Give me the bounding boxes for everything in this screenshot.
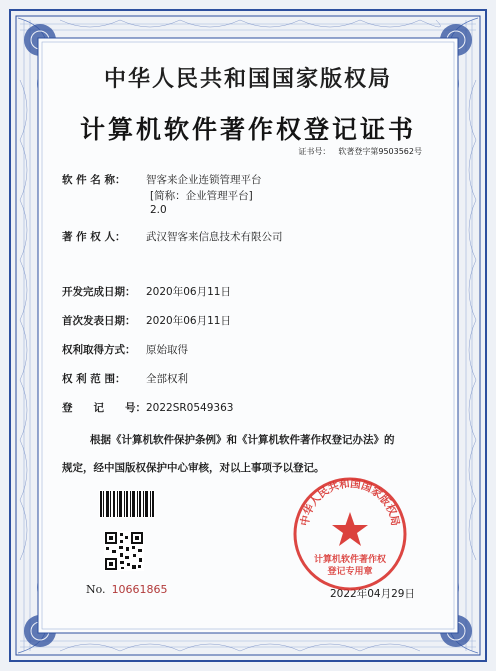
software-name-row xyxy=(62,172,262,187)
software-short-name: [简称：企业管理平台] xyxy=(150,190,253,202)
official-seal-icon xyxy=(292,476,408,592)
barcode-icon xyxy=(99,490,155,518)
publish-date-value: 2020年06月11日 xyxy=(146,315,231,327)
statement-line-2: 规定，经中国版权保护中心审核，对以上事项予以登记。 xyxy=(62,462,325,474)
software-version: 2.0 xyxy=(150,204,167,216)
software-name-label: 软 件 名 称： xyxy=(62,174,126,186)
svg-text:登记专用章: 登记专用章 xyxy=(327,567,373,577)
software-name-value: 智客来企业连锁管理平台 xyxy=(146,174,262,186)
acquire-label: 权利取得方式： xyxy=(62,344,136,356)
dev-date-label: 开发完成日期： xyxy=(62,286,136,298)
dev-date-value: 2020年06月11日 xyxy=(146,286,231,298)
serial-number-label: No. xyxy=(86,583,106,596)
publish-date-label: 首次发表日期： xyxy=(62,315,136,327)
issue-date: 2022年04月29日 xyxy=(330,588,415,600)
owner-label: 著 作 权 人： xyxy=(62,231,126,243)
serial-number xyxy=(86,583,168,596)
certificate-title: 计算机软件著作权登记证书 xyxy=(79,115,416,144)
statement-line-1: 根据《计算机软件保护条例》和《计算机软件著作权登记办法》的 xyxy=(90,434,395,446)
dev-date-row xyxy=(62,284,231,299)
issuing-authority: 中华人民共和国国家版权局 xyxy=(103,66,392,92)
owner-row xyxy=(62,229,283,244)
registration-row xyxy=(62,400,233,415)
cert-number-label: 证书号： xyxy=(298,147,331,156)
owner-value: 武汉智客来信息技术有限公司 xyxy=(146,231,283,243)
cert-number-value: 软著登字第9503562号 xyxy=(338,147,422,156)
scope-row xyxy=(62,371,188,386)
svg-text:计算机软件著作权: 计算机软件著作权 xyxy=(313,555,387,565)
serial-number-value: 10661865 xyxy=(111,583,168,596)
scope-label: 权 利 范 围： xyxy=(62,373,126,385)
qr-code-icon xyxy=(104,531,144,571)
acquire-row xyxy=(62,342,188,357)
publish-date-row xyxy=(62,313,231,328)
registration-number: 2022SR0549363 xyxy=(146,402,234,414)
acquire-value: 原始取得 xyxy=(146,344,188,356)
svg-text:中华人民共和国国家版权局: 中华人民共和国国家版权局 xyxy=(298,477,402,527)
scope-value: 全部权利 xyxy=(146,373,188,385)
registration-label: 登 记 号： xyxy=(62,402,146,414)
certificate-number xyxy=(298,146,422,157)
